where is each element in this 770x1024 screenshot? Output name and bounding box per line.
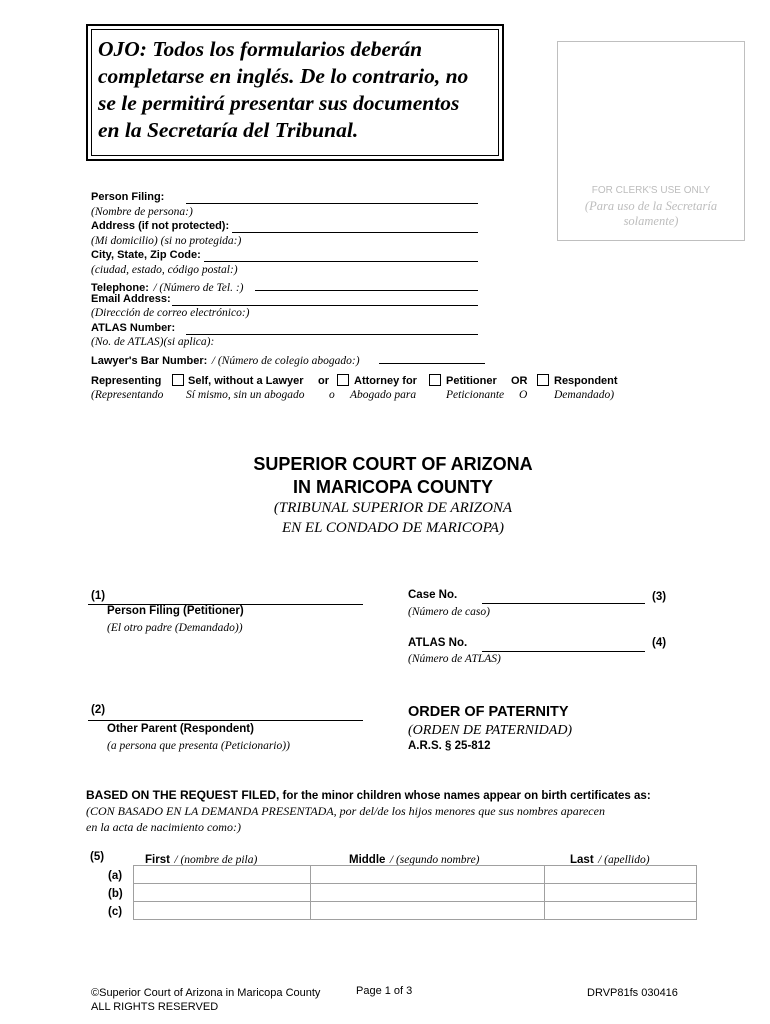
- child-row-c-label: (c): [108, 906, 123, 918]
- warning-line-2: completarse en inglés. De lo contrario, no: [98, 64, 469, 88]
- first-name-header: First / (nombre de pila): [145, 854, 258, 866]
- telephone-label: Telephone: / (Número de Tel. :): [91, 282, 244, 294]
- child-a-last-cell[interactable]: [545, 866, 697, 884]
- case-number-label-es: (Número de caso): [408, 606, 490, 618]
- case-number-label: Case No.: [408, 589, 458, 601]
- footer-page-number: Page 1 of 3: [356, 985, 413, 997]
- self-label: Self, without a Lawyer: [188, 375, 304, 387]
- footer-form-code: DRVP81fs 030416: [587, 987, 678, 999]
- representing-label: Representing: [91, 375, 162, 387]
- warning-line-3: se le permitirá presentar sus documentos: [98, 91, 460, 115]
- atlas-number-label-es: (No. de ATLAS)(si aplica):: [91, 336, 215, 348]
- atlas-number-field[interactable]: [186, 334, 478, 335]
- warning-line-4: en la Secretaría del Tribunal.: [98, 118, 359, 142]
- atlas-no-label-es: (Número de ATLAS): [408, 653, 501, 665]
- child-b-first-cell[interactable]: [134, 884, 311, 902]
- statute: A.R.S. § 25-812: [408, 740, 491, 752]
- self-checkbox[interactable]: [172, 374, 184, 386]
- respondent-label: Respondent: [554, 375, 618, 387]
- respondent-label: Other Parent (Respondent): [107, 723, 254, 735]
- address-label-es: (Mi domicilio) (si no protegida:): [91, 235, 242, 247]
- or-label: or: [318, 375, 329, 387]
- child-c-middle-cell[interactable]: [310, 902, 545, 920]
- attorney-label: Attorney for: [354, 375, 417, 387]
- city-label-es: (ciudad, estado, código postal:): [91, 264, 238, 276]
- atlas-no-field[interactable]: [482, 651, 645, 652]
- child-c-last-cell[interactable]: [545, 902, 697, 920]
- table-row: [134, 866, 697, 884]
- court-title-line-1: SUPERIOR COURT OF ARIZONA: [253, 454, 533, 474]
- clerk-use-label-es: (Para uso de la Secretaría solamente): [584, 199, 718, 228]
- self-label-es: Sí mismo, sin un abogado: [186, 389, 305, 401]
- respondent-name-field[interactable]: [88, 720, 363, 721]
- clerk-use-box: [557, 41, 745, 241]
- attorney-label-es: Abogado para: [350, 389, 417, 401]
- party-2-number: (2): [91, 704, 106, 716]
- child-c-first-cell[interactable]: [134, 902, 311, 920]
- court-title-line-2: IN MARICOPA COUNTY: [293, 477, 493, 497]
- atlas-number-label: ATLAS Number:: [91, 322, 176, 334]
- address-field[interactable]: [232, 232, 478, 233]
- child-row-a-label: (a): [108, 870, 123, 882]
- petitioner-label-es: Peticionante: [446, 389, 505, 401]
- or-label-2-es: O: [519, 389, 528, 401]
- attorney-checkbox[interactable]: [337, 374, 349, 386]
- footer-copyright: ©Superior Court of Arizona in Maricopa County: [91, 987, 321, 999]
- person-filing-field[interactable]: [186, 203, 478, 204]
- atlas-no-label: ATLAS No.: [408, 637, 468, 649]
- person-filing-label: Person Filing:: [91, 191, 165, 203]
- footer-rights: ALL RIGHTS RESERVED: [91, 1001, 219, 1013]
- respondent-label-es: Demandado): [554, 389, 615, 401]
- petitioner-label: Person Filing (Petitioner): [107, 605, 244, 617]
- email-field[interactable]: [172, 305, 478, 306]
- clerk-use-label: FOR CLERK'S USE ONLY: [591, 185, 711, 196]
- request-text-es-2: en la acta de nacimiento como:): [86, 820, 241, 834]
- or-label-es: o: [329, 389, 335, 401]
- respondent-label-es: (a persona que presenta (Peticionario)): [107, 740, 290, 752]
- child-row-b-label: (b): [108, 888, 123, 900]
- child-a-first-cell[interactable]: [134, 866, 311, 884]
- court-title-es-line-2: EN EL CONDADO DE MARICOPA): [282, 520, 504, 536]
- request-text-es-1: (CON BASADO EN LA DEMANDA PRESENTADA, por del/de los hijos menores que sus nombres aparecen: [86, 804, 605, 818]
- child-b-middle-cell[interactable]: [310, 884, 545, 902]
- table-row: [134, 884, 697, 902]
- email-label-es: (Dirección de correo electrónico:): [91, 307, 250, 319]
- case-number-field[interactable]: [482, 603, 645, 604]
- order-title-es: (ORDEN DE PATERNIDAD): [408, 723, 573, 738]
- address-label: Address (if not protected):: [91, 220, 230, 232]
- respondent-checkbox[interactable]: [537, 374, 549, 386]
- party-1-number: (1): [91, 590, 106, 602]
- email-label: Email Address:: [91, 293, 171, 305]
- representing-label-es: (Representando: [91, 389, 164, 401]
- petitioner-checkbox[interactable]: [429, 374, 441, 386]
- city-label: City, State, Zip Code:: [91, 249, 201, 261]
- child-b-last-cell[interactable]: [545, 884, 697, 902]
- last-name-header: Last / (apellido): [570, 854, 650, 866]
- bar-number-field[interactable]: [379, 363, 485, 364]
- children-number: (5): [90, 851, 105, 863]
- table-row: [134, 902, 697, 920]
- atlas-no-ref: (4): [652, 637, 667, 649]
- child-a-middle-cell[interactable]: [310, 866, 545, 884]
- children-table: [133, 865, 697, 920]
- warning-line-1: OJO: Todos los formularios deberán: [98, 37, 423, 61]
- order-title: ORDER OF PATERNITY: [408, 704, 569, 720]
- city-field[interactable]: [204, 261, 478, 262]
- case-number-ref: (3): [652, 591, 667, 603]
- person-filing-label-es: (Nombre de persona:): [91, 206, 193, 218]
- court-title-es-line-1: (TRIBUNAL SUPERIOR DE ARIZONA: [273, 500, 513, 516]
- middle-name-header: Middle / (segundo nombre): [349, 854, 480, 866]
- warning-box: [86, 24, 504, 161]
- petitioner-label: Petitioner: [446, 375, 497, 387]
- request-text: BASED ON THE REQUEST FILED, for the minor children whose names appear on birth certificates as:: [86, 788, 651, 802]
- or-label-2: OR: [511, 375, 528, 387]
- petitioner-label-es: (El otro padre (Demandado)): [107, 622, 243, 634]
- telephone-field[interactable]: [255, 290, 478, 291]
- bar-number-label: Lawyer's Bar Number: / (Número de colegio abogado:): [91, 355, 360, 367]
